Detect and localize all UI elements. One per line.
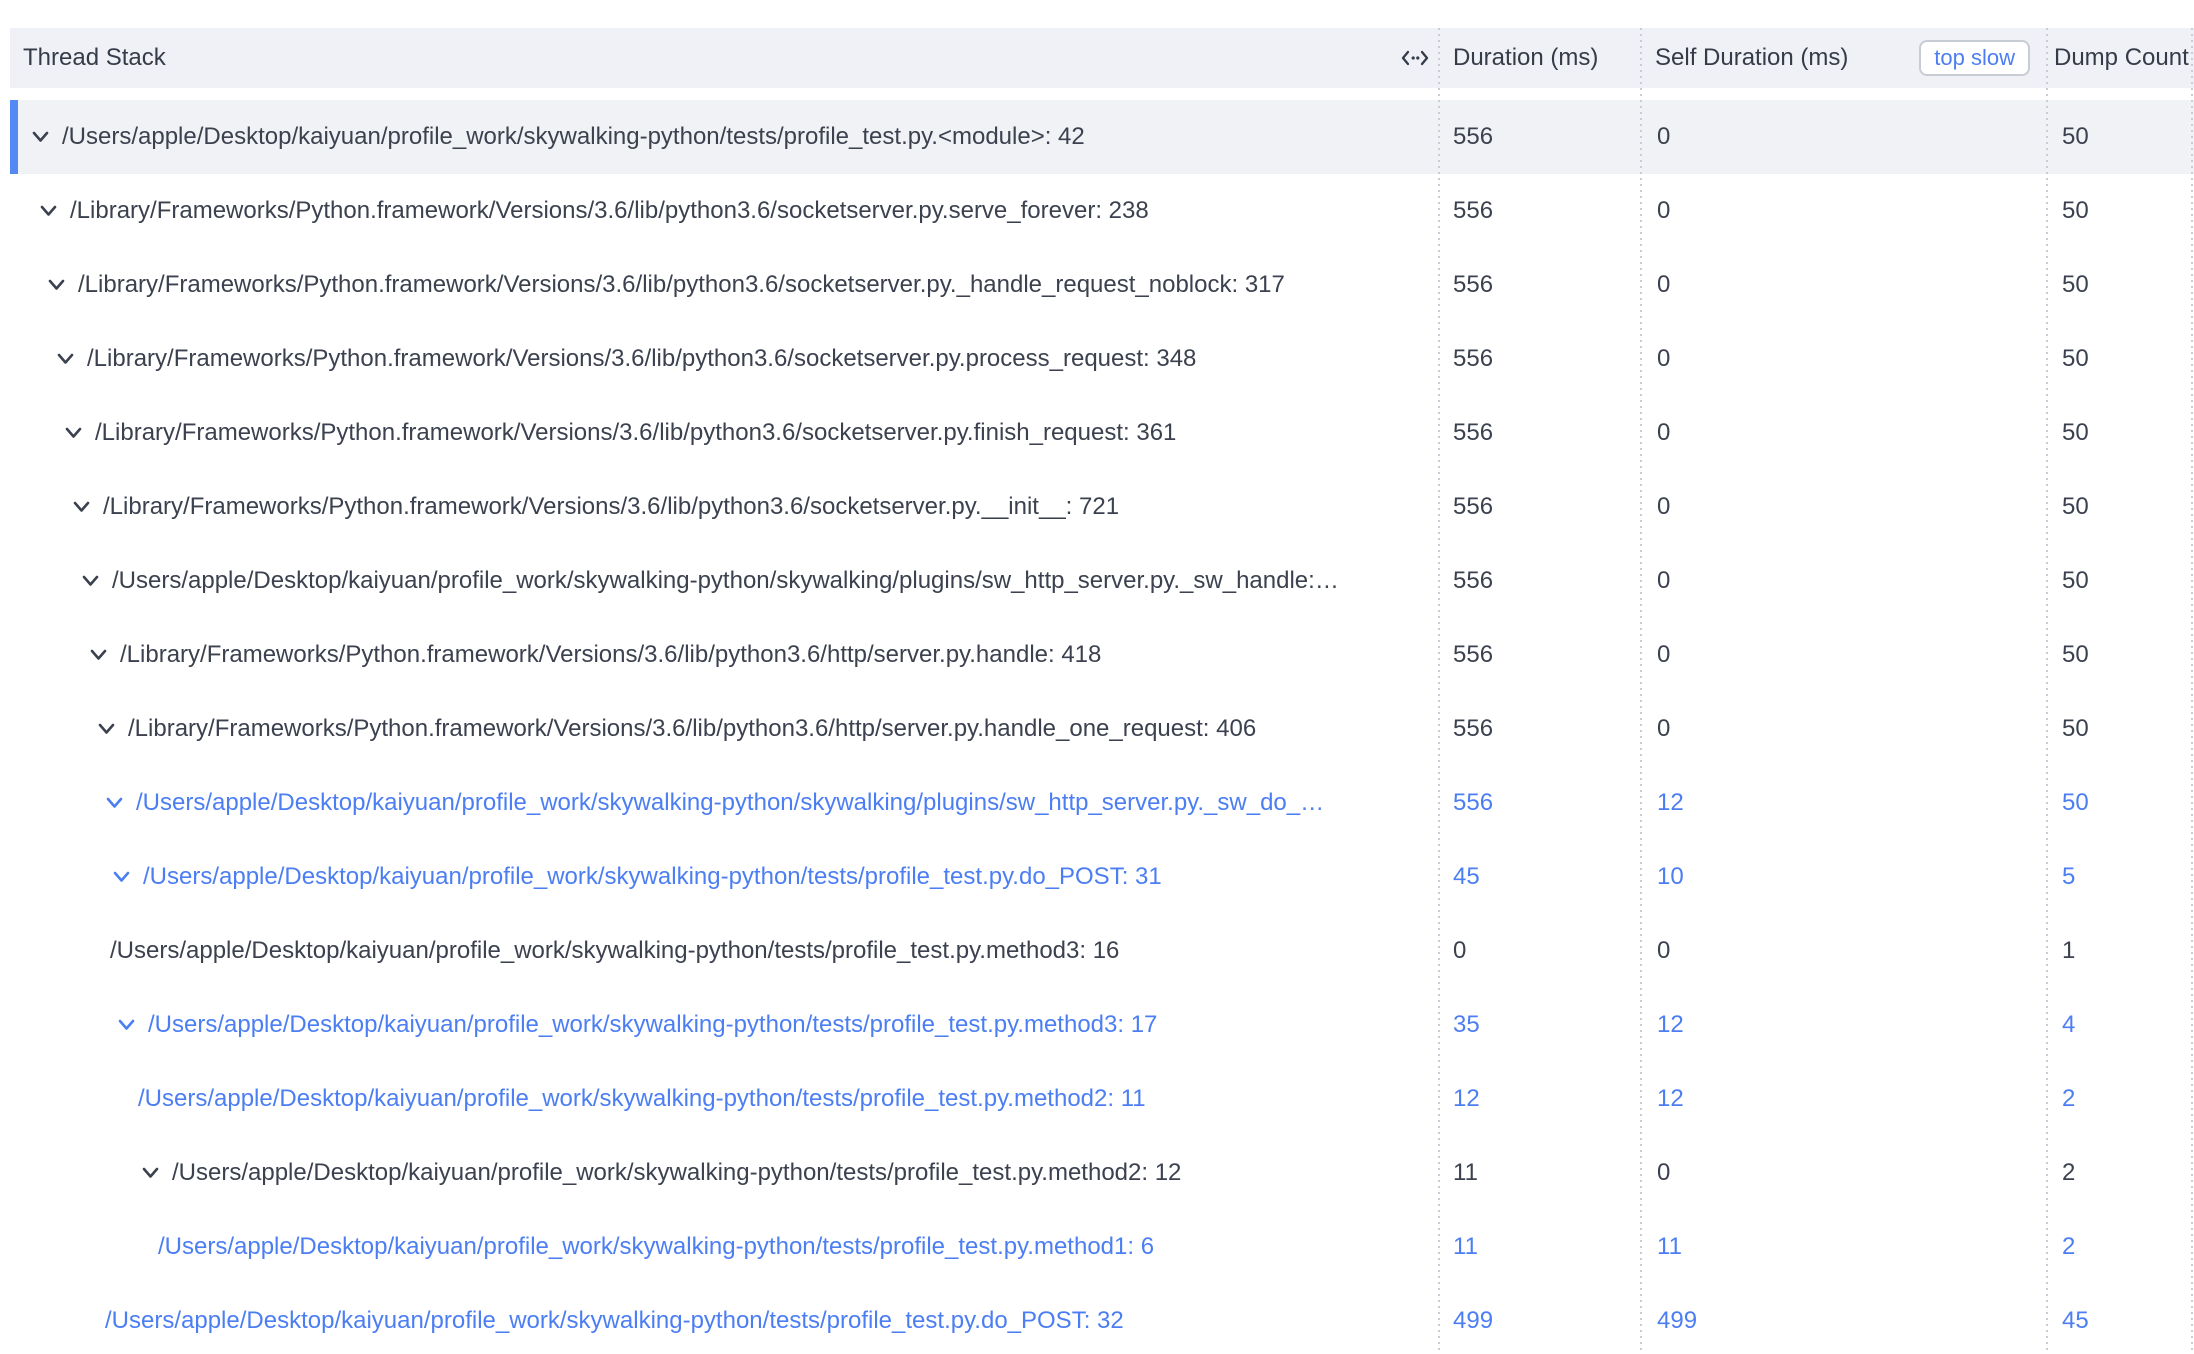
dump-count-cell: 50 <box>2062 345 2089 372</box>
stack-frame-path: /Users/apple/Desktop/kaiyuan/profile_work/skywalking-python/tests/profile_test.py.method1: 6 <box>158 1233 1155 1260</box>
thread-stack-cell <box>10 715 1438 743</box>
stack-frame-path: /Users/apple/Desktop/kaiyuan/profile_work/skywalking-python/skywalking/plugins/sw_http_server.py._sw_handle:… <box>112 567 1339 594</box>
stack-frame-path: /Library/Frameworks/Python.framework/Versions/3.6/lib/python3.6/socketserver.py._handle_request_noblock: 317 <box>78 271 1285 298</box>
dump-count-column-label: Dump Count <box>2054 44 2189 71</box>
self-duration-cell: 10 <box>1657 863 1684 890</box>
self-duration-cell: 0 <box>1657 345 1671 372</box>
chevron-down-icon[interactable] <box>57 353 74 365</box>
table-row[interactable] <box>10 100 2194 174</box>
dump-count-cell: 1 <box>2062 937 2076 964</box>
dump-count-cell: 50 <box>2062 197 2089 224</box>
table-row[interactable] <box>10 692 2194 766</box>
duration-cell: 556 <box>1453 641 1494 668</box>
thread-stack-cell <box>10 567 1438 595</box>
thread-stack-cell <box>10 789 1438 817</box>
duration-cell: 556 <box>1453 715 1494 742</box>
chevron-down-icon[interactable] <box>32 131 49 143</box>
thread-stack-cell <box>10 197 1438 225</box>
stack-frame-path: /Users/apple/Desktop/kaiyuan/profile_work/skywalking-python/tests/profile_test.py.method3: 17 <box>148 1011 1158 1038</box>
stack-frame-path: /Library/Frameworks/Python.framework/Versions/3.6/lib/python3.6/socketserver.py.serve_forever: 238 <box>70 197 1149 224</box>
column-header-duration <box>1438 28 1640 88</box>
duration-cell: 556 <box>1453 345 1494 372</box>
dump-count-cell: 50 <box>2062 271 2089 298</box>
table-header-row <box>10 28 2194 88</box>
stack-frame-path: /Users/apple/Desktop/kaiyuan/profile_work/skywalking-python/tests/profile_test.py.method2: 11 <box>138 1085 1146 1112</box>
dump-count-cell: 5 <box>2062 863 2076 890</box>
duration-cell: 556 <box>1453 271 1494 298</box>
stack-frame-path: /Library/Frameworks/Python.framework/Versions/3.6/lib/python3.6/http/server.py.handle_one_request: 406 <box>128 715 1257 742</box>
table-row[interactable] <box>10 1210 2194 1284</box>
table-row[interactable] <box>10 470 2194 544</box>
self-duration-cell: 0 <box>1657 1159 1671 1186</box>
dump-count-cell: 50 <box>2062 493 2089 520</box>
thread-stack-table <box>10 28 2194 1354</box>
duration-cell: 556 <box>1453 197 1494 224</box>
stack-frame-path: /Library/Frameworks/Python.framework/Versions/3.6/lib/python3.6/http/server.py.handle: 418 <box>120 641 1102 668</box>
dump-count-cell: 45 <box>2062 1307 2089 1334</box>
stack-frame-path: /Users/apple/Desktop/kaiyuan/profile_work/skywalking-python/tests/profile_test.py.do_POST: 31 <box>143 863 1162 890</box>
thread-stack-cell <box>10 1011 1438 1039</box>
self-duration-cell: 499 <box>1657 1307 1698 1334</box>
self-duration-column-label: Self Duration (ms) <box>1655 44 1849 71</box>
column-header-thread-stack <box>10 28 1438 88</box>
chevron-down-icon[interactable] <box>82 575 99 587</box>
thread-stack-cell <box>10 1307 1438 1335</box>
duration-cell: 556 <box>1453 493 1494 520</box>
table-row[interactable] <box>10 1062 2194 1136</box>
table-row[interactable] <box>10 396 2194 470</box>
top-slow-button[interactable]: top slow <box>1919 40 2030 76</box>
thread-stack-cell <box>10 493 1438 521</box>
self-duration-cell: 0 <box>1657 715 1671 742</box>
chevron-down-icon[interactable] <box>118 1019 135 1031</box>
stack-frame-path: /Users/apple/Desktop/kaiyuan/profile_work/skywalking-python/skywalking/plugins/sw_http_server.py._sw_do_… <box>136 789 1325 816</box>
stack-frame-path: /Users/apple/Desktop/kaiyuan/profile_work/skywalking-python/tests/profile_test.py.do_POST: 32 <box>105 1307 1124 1334</box>
table-row[interactable] <box>10 618 2194 692</box>
duration-cell: 0 <box>1453 937 1467 964</box>
self-duration-cell: 0 <box>1657 937 1671 964</box>
chevron-down-icon[interactable] <box>98 723 115 735</box>
dump-count-cell: 50 <box>2062 567 2089 594</box>
self-duration-cell: 11 <box>1657 1233 1682 1260</box>
duration-cell: 45 <box>1453 863 1480 890</box>
dump-count-cell: 50 <box>2062 419 2089 446</box>
stack-frame-path: /Users/apple/Desktop/kaiyuan/profile_work/skywalking-python/tests/profile_test.py.<module>: 42 <box>62 123 1085 150</box>
table-row[interactable] <box>10 248 2194 322</box>
thread-stack-cell <box>10 271 1438 299</box>
chevron-down-icon[interactable] <box>90 649 107 661</box>
column-header-self-duration <box>1640 28 2046 88</box>
table-row[interactable] <box>10 322 2194 396</box>
chevron-down-icon[interactable] <box>65 427 82 439</box>
table-row[interactable] <box>10 1284 2194 1354</box>
stack-frame-path: /Library/Frameworks/Python.framework/Versions/3.6/lib/python3.6/socketserver.py.__init__: 721 <box>103 493 1120 520</box>
dump-count-cell: 2 <box>2062 1085 2076 1112</box>
table-row[interactable] <box>10 766 2194 840</box>
table-row[interactable] <box>10 988 2194 1062</box>
self-duration-cell: 0 <box>1657 493 1671 520</box>
duration-cell: 12 <box>1453 1085 1480 1112</box>
column-resize-icon[interactable] <box>1400 48 1430 68</box>
dump-count-cell: 50 <box>2062 715 2089 742</box>
duration-cell: 11 <box>1453 1159 1478 1186</box>
duration-cell: 556 <box>1453 789 1494 816</box>
table-body <box>10 100 2194 1354</box>
table-row[interactable] <box>10 1136 2194 1210</box>
dump-count-cell: 50 <box>2062 641 2089 668</box>
dump-count-cell: 2 <box>2062 1233 2076 1260</box>
dump-count-cell: 4 <box>2062 1011 2076 1038</box>
dump-count-cell: 50 <box>2062 123 2089 150</box>
duration-cell: 556 <box>1453 567 1494 594</box>
self-duration-cell: 12 <box>1657 1085 1684 1112</box>
duration-cell: 499 <box>1453 1307 1494 1334</box>
thread-stack-cell <box>10 345 1438 373</box>
duration-cell: 35 <box>1453 1011 1480 1038</box>
chevron-down-icon[interactable] <box>113 871 130 883</box>
thread-stack-cell <box>10 937 1438 965</box>
duration-column-label: Duration (ms) <box>1453 44 1599 71</box>
table-row[interactable] <box>10 840 2194 914</box>
dump-count-cell: 2 <box>2062 1159 2076 1186</box>
thread-stack-cell <box>10 123 1438 151</box>
chevron-down-icon[interactable] <box>73 501 90 513</box>
self-duration-cell: 0 <box>1657 419 1671 446</box>
table-row[interactable] <box>10 544 2194 618</box>
self-duration-cell: 0 <box>1657 567 1671 594</box>
chevron-down-icon[interactable] <box>48 279 65 291</box>
self-duration-cell: 12 <box>1657 789 1684 816</box>
stack-frame-path: /Users/apple/Desktop/kaiyuan/profile_work/skywalking-python/tests/profile_test.py.method3: 16 <box>110 937 1120 964</box>
thread-stack-cell <box>10 1085 1438 1113</box>
duration-cell: 11 <box>1453 1233 1478 1260</box>
duration-cell: 556 <box>1453 123 1494 150</box>
thread-stack-column-label: Thread Stack <box>23 44 166 71</box>
self-duration-cell: 0 <box>1657 197 1671 224</box>
chevron-down-icon[interactable] <box>40 205 57 217</box>
chevron-down-icon[interactable] <box>106 797 123 809</box>
thread-stack-cell <box>10 419 1438 447</box>
dump-count-cell: 50 <box>2062 789 2089 816</box>
stack-frame-path: /Library/Frameworks/Python.framework/Versions/3.6/lib/python3.6/socketserver.py.process_request: 348 <box>87 345 1197 372</box>
chevron-down-icon[interactable] <box>142 1167 159 1179</box>
thread-stack-cell <box>10 641 1438 669</box>
stack-frame-path: /Users/apple/Desktop/kaiyuan/profile_work/skywalking-python/tests/profile_test.py.method2: 12 <box>172 1159 1182 1186</box>
thread-stack-cell <box>10 1159 1438 1187</box>
table-row[interactable] <box>10 174 2194 248</box>
thread-stack-cell <box>10 863 1438 891</box>
table-row[interactable] <box>10 914 2194 988</box>
self-duration-cell: 12 <box>1657 1011 1684 1038</box>
self-duration-cell: 0 <box>1657 123 1671 150</box>
thread-stack-cell <box>10 1233 1438 1261</box>
self-duration-cell: 0 <box>1657 641 1671 668</box>
column-header-dump-count <box>2046 28 2194 88</box>
stack-frame-path: /Library/Frameworks/Python.framework/Versions/3.6/lib/python3.6/socketserver.py.finish_request: 361 <box>95 419 1177 446</box>
self-duration-cell: 0 <box>1657 271 1671 298</box>
duration-cell: 556 <box>1453 419 1494 446</box>
